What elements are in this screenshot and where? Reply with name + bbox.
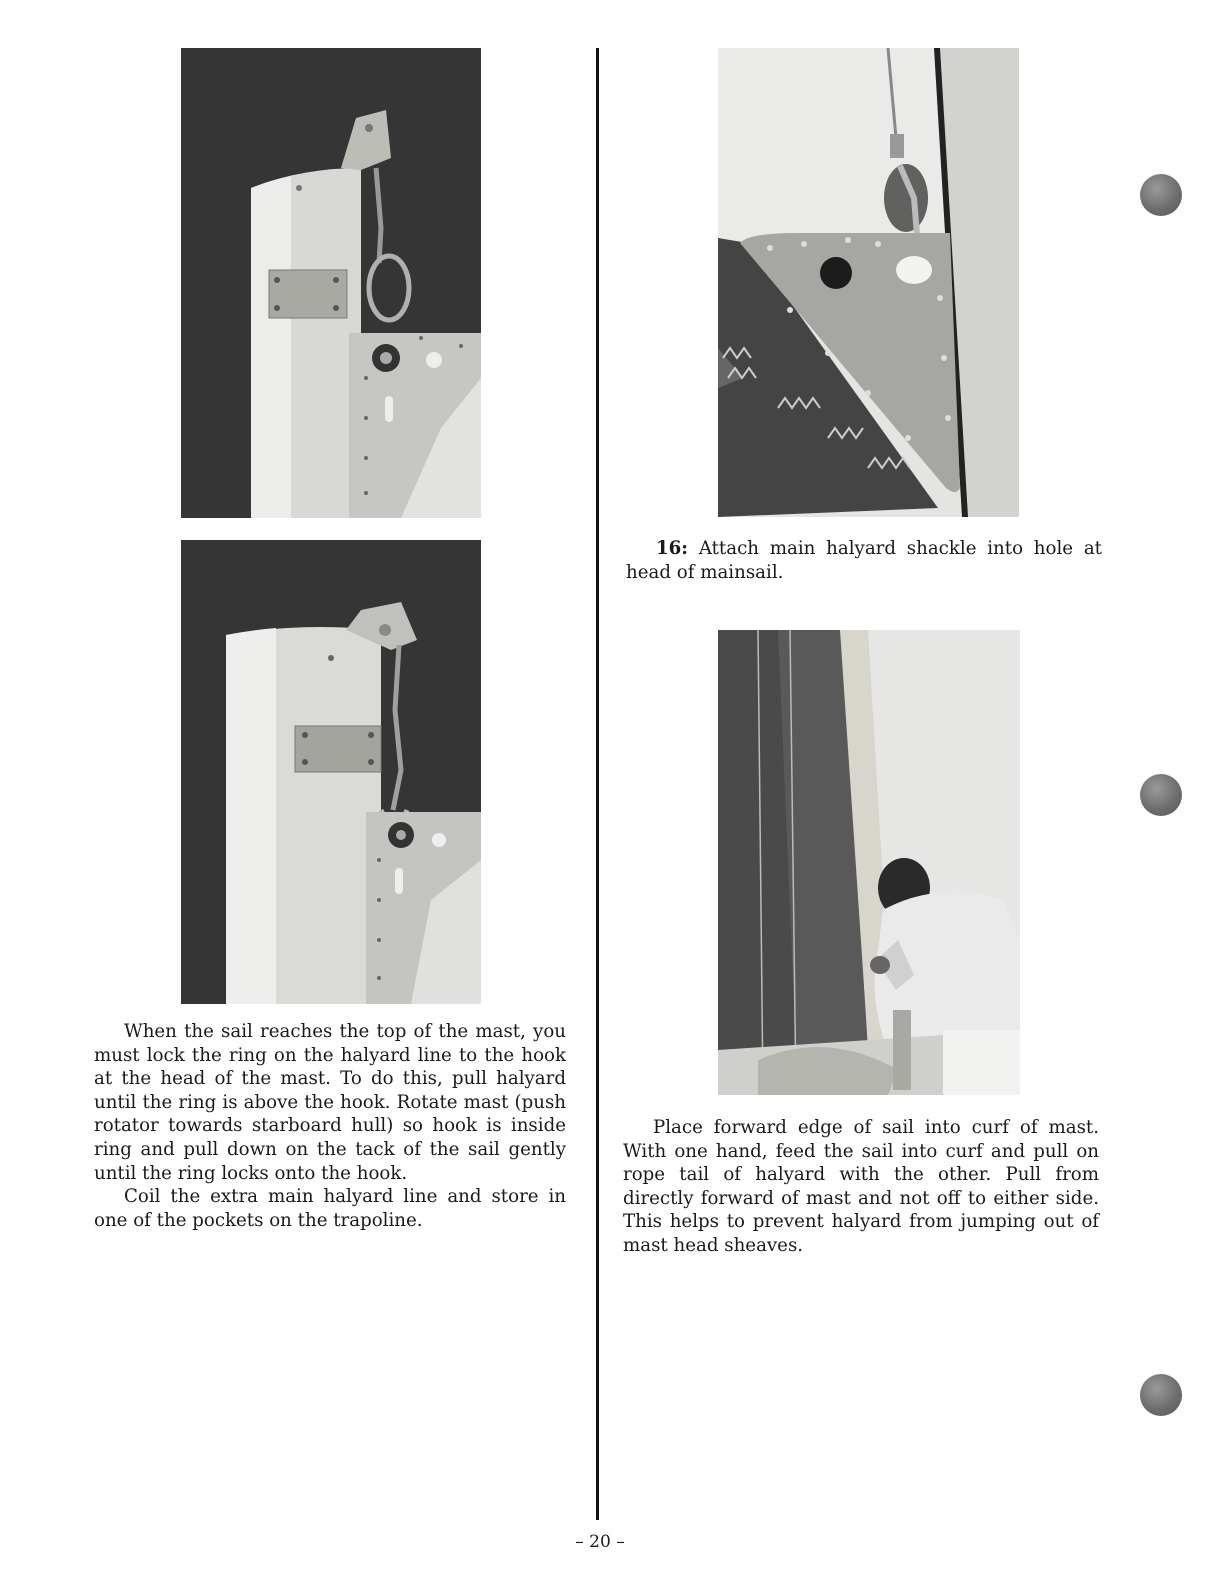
paragraph-coil-halyard: Coil the extra main halyard line and store in one of the pockets on the trapoline. xyxy=(94,1186,566,1231)
photo-mast-head-hook xyxy=(181,540,481,1004)
paragraph-feed-sail: Place forward edge of sail into curf of mast. With one hand, feed the sail into curf and pull on rope tail of halyard with the other. Pull from directly forward of mast and not off to either side. This helps to prevent halyard from jumping out of mast head sheaves. xyxy=(623,1117,1099,1256)
photo-feeding-sail xyxy=(718,630,1020,1095)
step-number: 16: xyxy=(656,538,689,559)
step-text: Attach main halyard shackle into hole at head of mainsail. xyxy=(626,538,1102,583)
right-body-text xyxy=(623,1116,1099,1258)
step-16-caption xyxy=(626,537,1102,584)
photo-halyard-shackle xyxy=(718,48,1019,517)
punch-hole-bottom xyxy=(1140,1374,1182,1416)
punch-hole-top xyxy=(1140,174,1182,216)
column-divider xyxy=(596,48,599,1520)
photo-mast-head-ring xyxy=(181,48,481,518)
page-number: – 20 – xyxy=(575,1532,625,1552)
left-body-text xyxy=(94,1020,566,1232)
punch-hole-middle xyxy=(1140,774,1182,816)
paragraph-ring-lock: When the sail reaches the top of the mast, you must lock the ring on the halyard line to the hook at the head of the mast. To do this, pull halyard until the ring is above the hook. Rotate mast (push rotator towards starboard hull) so hook is inside ring and pull down on the tack of the sail gently until the ring locks onto the hook. xyxy=(94,1021,566,1184)
